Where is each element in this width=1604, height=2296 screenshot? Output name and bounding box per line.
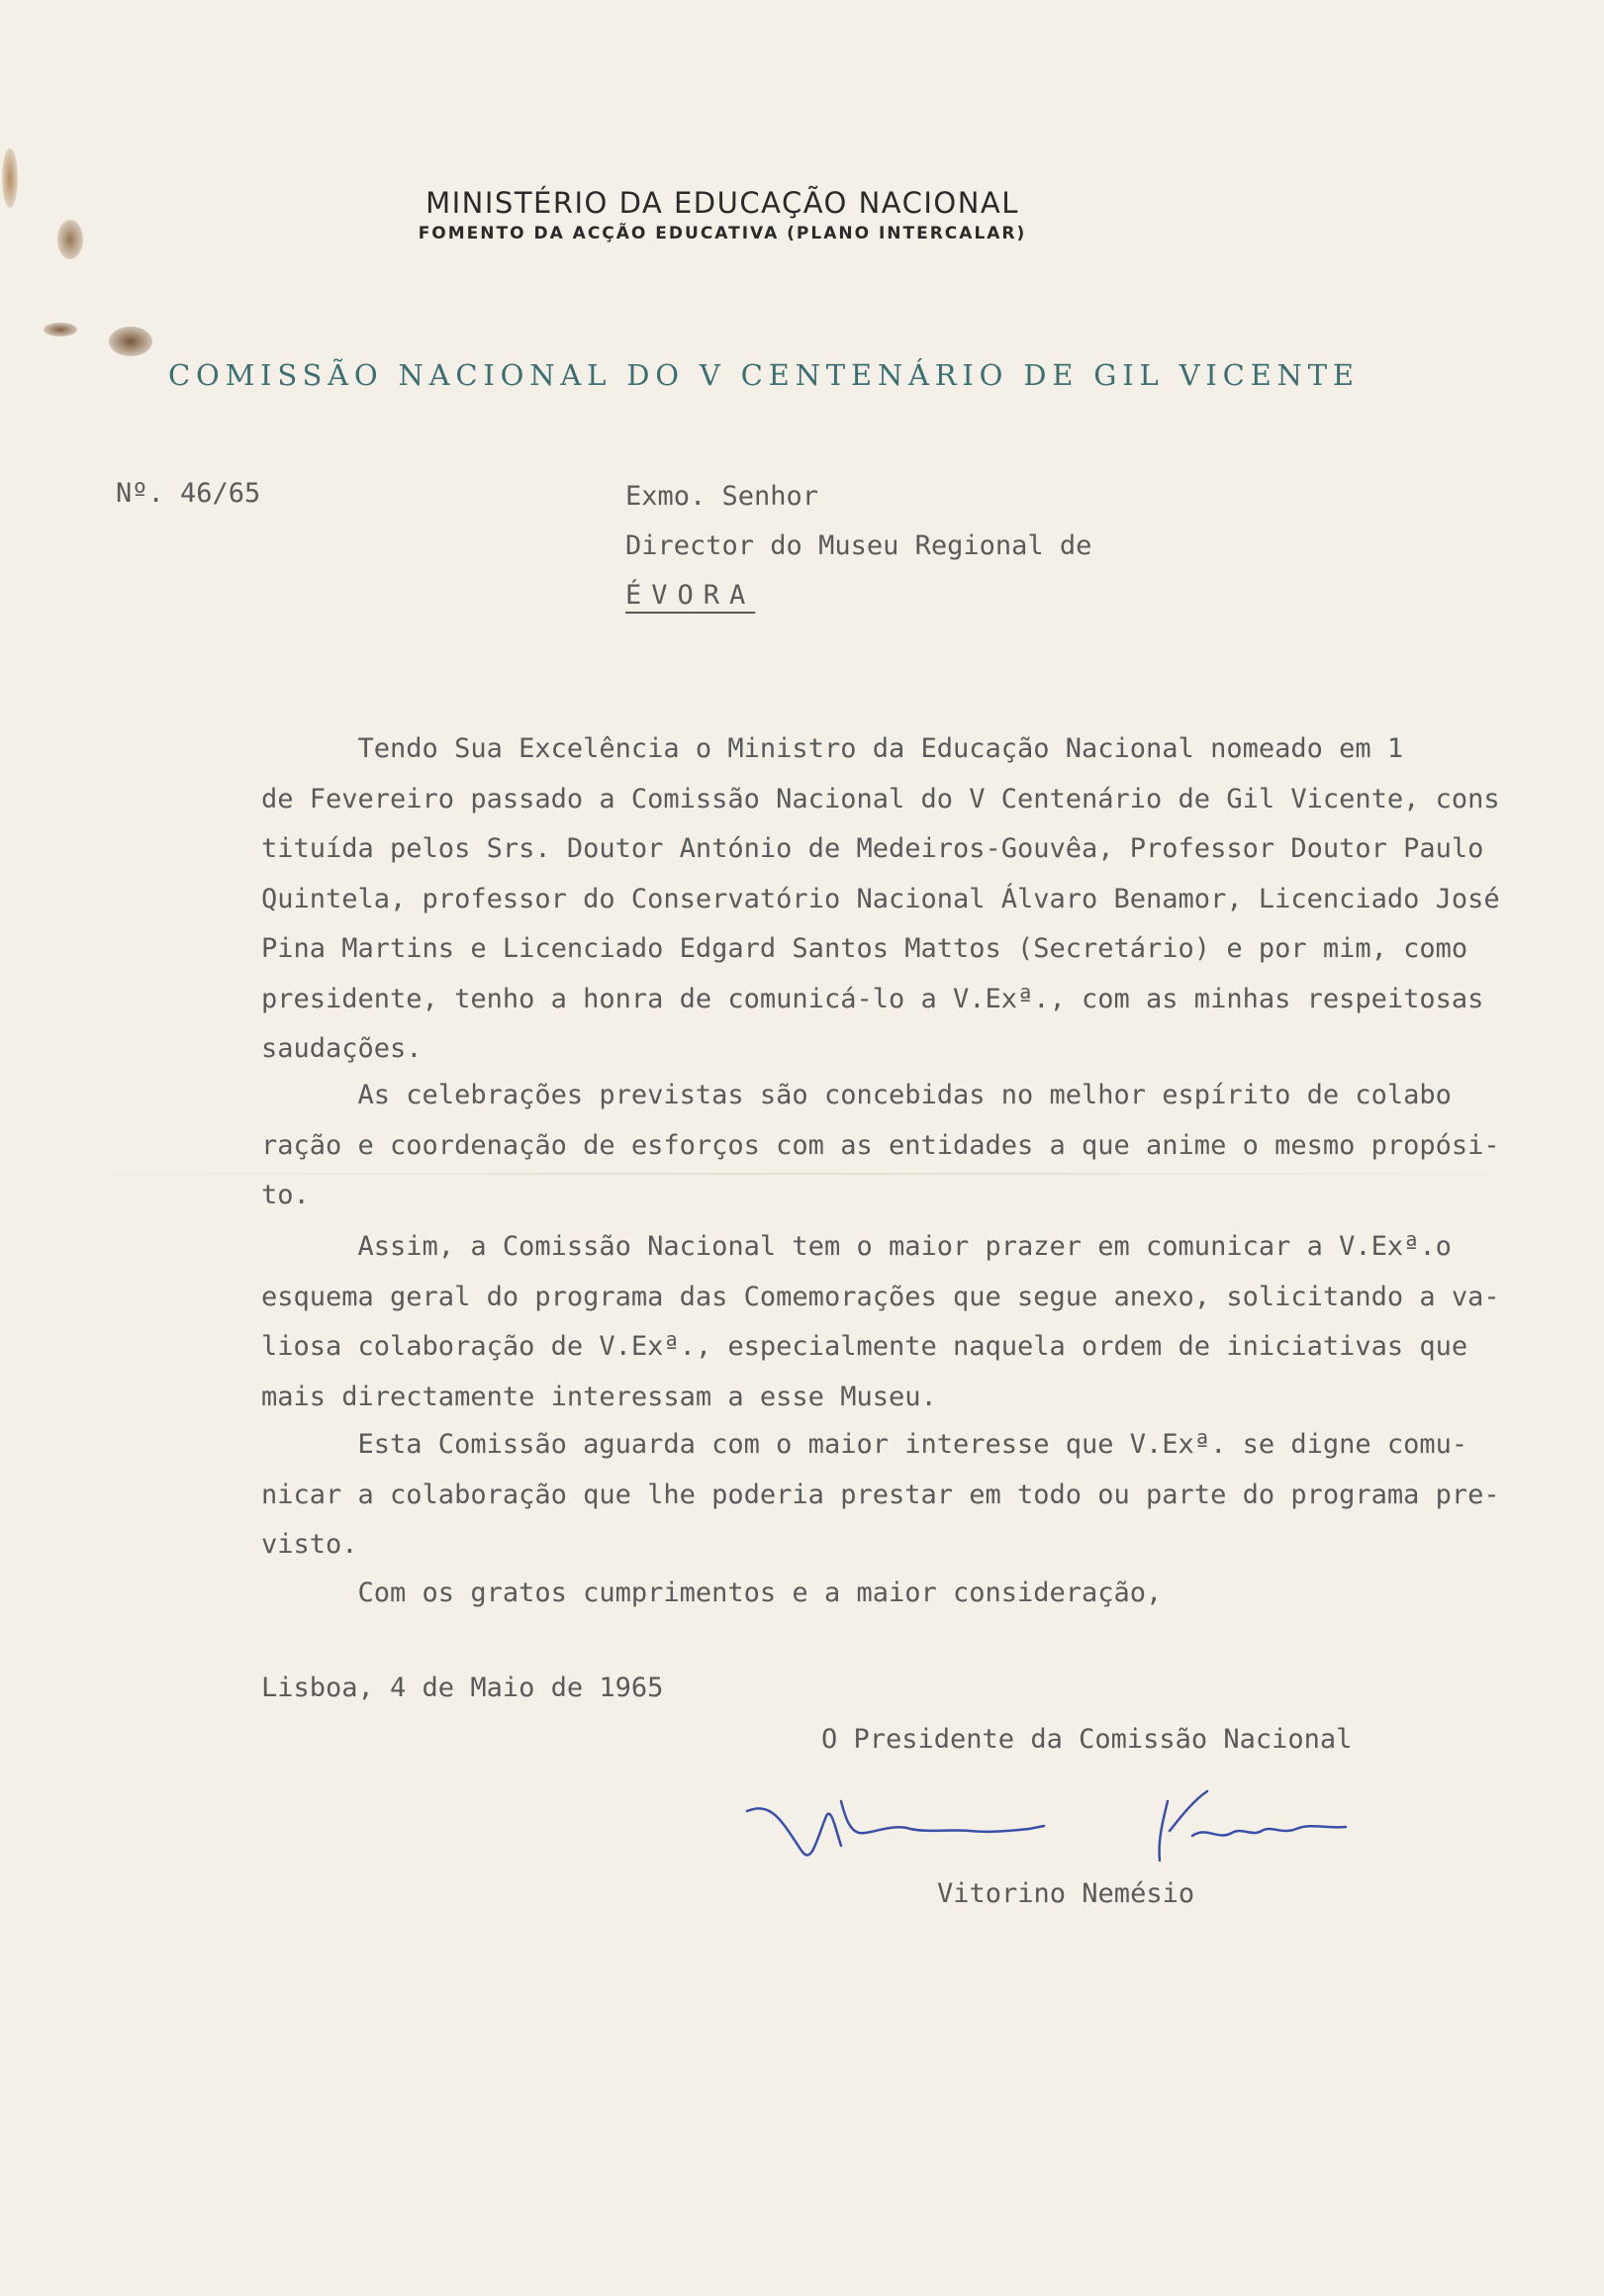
addressee-salutation: Exmo. Senhor (625, 481, 819, 512)
reference-number: Nº. 46/65 (116, 478, 261, 509)
text-line: ração e coordenação de esforços com as entidades a que anime o mesmo propósi- (261, 1129, 1500, 1161)
signatory-title: O Presidente da Comissão Nacional (821, 1724, 1353, 1755)
signatory-name: Vitorino Nemésio (937, 1878, 1195, 1909)
text-line: Quintela, professor do Conservatório Nacional Álvaro Benamor, Licenciado José (261, 883, 1500, 914)
text-line: liosa colaboração de V.Exª., especialmente naquela ordem de iniciativas que (261, 1331, 1468, 1362)
letter-date: Lisboa, 4 de Maio de 1965 (261, 1673, 664, 1703)
rust-stain (44, 323, 77, 336)
text-line: Com os gratos cumprimentos e a maior consideração, (261, 1578, 1163, 1608)
text-line: mais directamente interessam a esse Museu. (261, 1381, 937, 1412)
text-line: to. (261, 1180, 310, 1210)
text-line: Assim, a Comissão Nacional tem o maior prazer em comunicar a V.Exª.o (261, 1231, 1452, 1262)
text-line: Esta Comissão aguarda com o maior interesse que V.Exª. se digne comu- (261, 1429, 1468, 1460)
rust-stain (2, 148, 18, 208)
department-heading: FOMENTO DA ACÇÃO EDUCATIVA (PLANO INTERCALAR) (418, 224, 1027, 243)
text-line: Pina Martins e Licenciado Edgard Santos Mattos (Secretário) e por mim, como (261, 933, 1468, 964)
text-line: Tendo Sua Excelência o Ministro da Educação Nacional nomeado em 1 (261, 733, 1404, 764)
text-line: visto. (261, 1529, 358, 1560)
handwritten-signature (742, 1771, 1356, 1890)
paragraph (261, 1071, 1548, 1221)
text-line: tituída pelos Srs. Doutor António de Medeiros-Gouvêa, Professor Doutor Paulo (261, 833, 1484, 864)
paragraph (261, 1222, 1548, 1422)
addressee-city: ÉVORA (625, 580, 756, 611)
commission-heading: COMISSÃO NACIONAL DO V CENTENÁRIO DE GIL VICENTE (168, 358, 1360, 392)
ministry-heading: MINISTÉRIO DA EDUCAÇÃO NACIONAL (425, 186, 1019, 220)
addressee-title: Director do Museu Regional de (625, 530, 1092, 561)
paragraph (261, 1420, 1548, 1571)
text-line: As celebrações previstas são concebidas no melhor espírito de colabo (261, 1080, 1452, 1110)
text-line: saudações. (261, 1033, 423, 1064)
text-line: presidente, tenho a honra de comunicá-lo a V.Exª., com as minhas respeitosas (261, 983, 1484, 1014)
rust-stain (109, 327, 152, 356)
text-line: esquema geral do programa das Comemorações que segue anexo, solicitando a va- (261, 1281, 1500, 1312)
paragraph (261, 1569, 1548, 1619)
paragraph (261, 724, 1548, 1075)
text-line: de Fevereiro passado a Comissão Nacional do V Centenário de Gil Vicente, cons (261, 783, 1500, 814)
rust-stain (57, 220, 83, 259)
text-line: nicar a colaboração que lhe poderia prestar em todo ou parte do programa pre- (261, 1479, 1500, 1510)
